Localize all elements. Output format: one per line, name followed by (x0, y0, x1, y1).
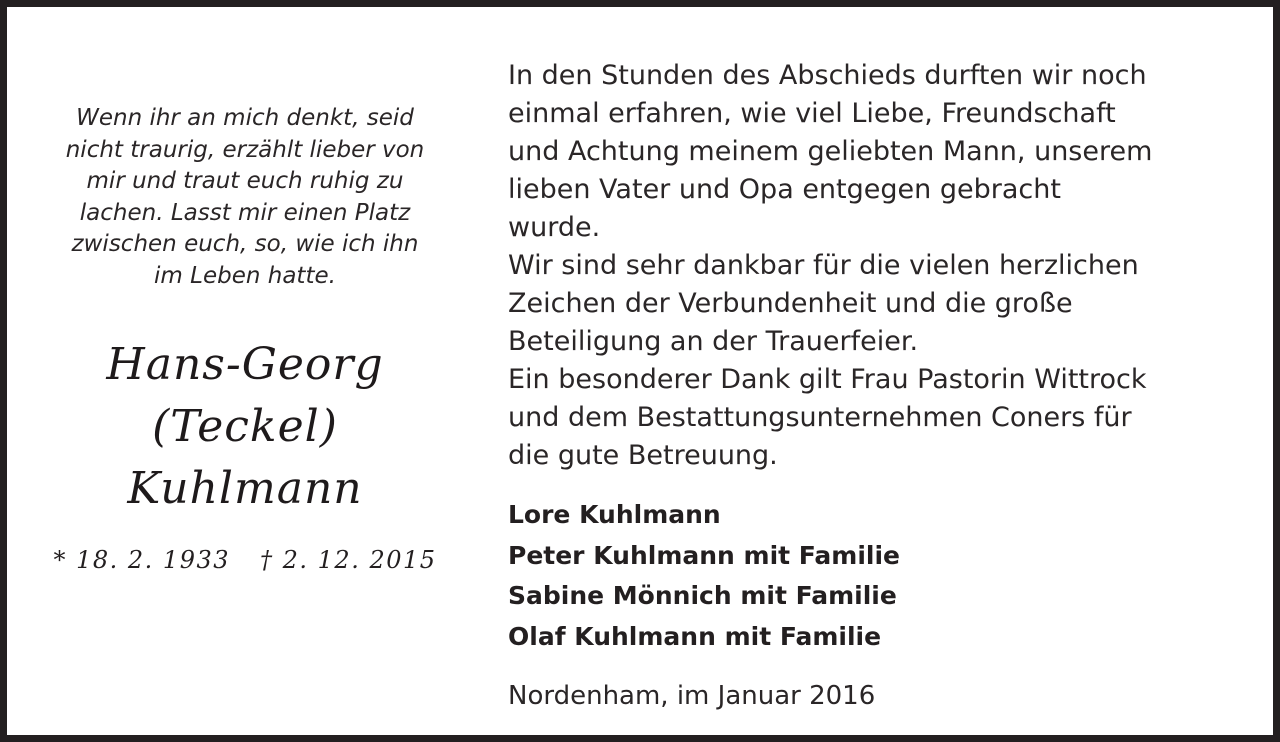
poem-line: nicht traurig, erzählt lieber von (65, 136, 425, 163)
signer: Olaf Kuhlmann mit Familie (508, 621, 882, 651)
message-line: In den Stunden des Abschieds durften wir noch (508, 60, 1147, 91)
name-line: Hans-Georg (106, 339, 384, 390)
message-line: Beteiligung an der Trauerfeier. (508, 326, 919, 357)
signer: Peter Kuhlmann mit Familie (508, 540, 901, 570)
right-column (508, 57, 1248, 713)
message-line: einmal erfahren, wie viel Liebe, Freundschaft (508, 98, 1116, 129)
life-dates (21, 546, 469, 574)
death-date: † 2. 12. 2015 (260, 546, 437, 574)
message-line: Zeichen der Verbundenheit und die große (508, 288, 1073, 319)
birth-date: * 18. 2. 1933 (53, 546, 230, 574)
message-line: und dem Bestattungsunternehmen Coners für (508, 402, 1132, 433)
memorial-poem (21, 103, 469, 292)
poem-line: im Leben hatte. (154, 262, 336, 289)
poem-line: mir und traut euch ruhig zu (86, 168, 404, 194)
poem-line: zwischen euch, so, wie ich ihn (71, 231, 419, 257)
message-line: Wir sind sehr dankbar für die vielen herzlichen (508, 250, 1139, 281)
name-line: Kuhlmann (127, 463, 363, 514)
left-column (21, 103, 469, 574)
message-line: Ein besonderer Dank gilt Frau Pastorin Wittrock (508, 364, 1147, 395)
message-line: lieben Vater und Opa entgegen gebracht (508, 174, 1061, 205)
signer: Sabine Mönnich mit Familie (508, 581, 897, 610)
message-line: wurde. (508, 212, 601, 243)
message-line: und Achtung meinem geliebten Mann, unserem (508, 136, 1153, 167)
signers-list (508, 495, 1248, 657)
poem-line: Wenn ihr an mich denkt, seid (76, 105, 414, 131)
thank-you-message (508, 57, 1248, 475)
poem-line: lachen. Lasst mir einen Platz (79, 199, 411, 226)
deceased-name (21, 334, 469, 520)
signer: Lore Kuhlmann (508, 500, 721, 529)
place-date: Nordenham, im Januar 2016 (508, 681, 876, 711)
name-line: (Teckel) (152, 401, 338, 452)
message-line: die gute Betreuung. (508, 440, 778, 471)
